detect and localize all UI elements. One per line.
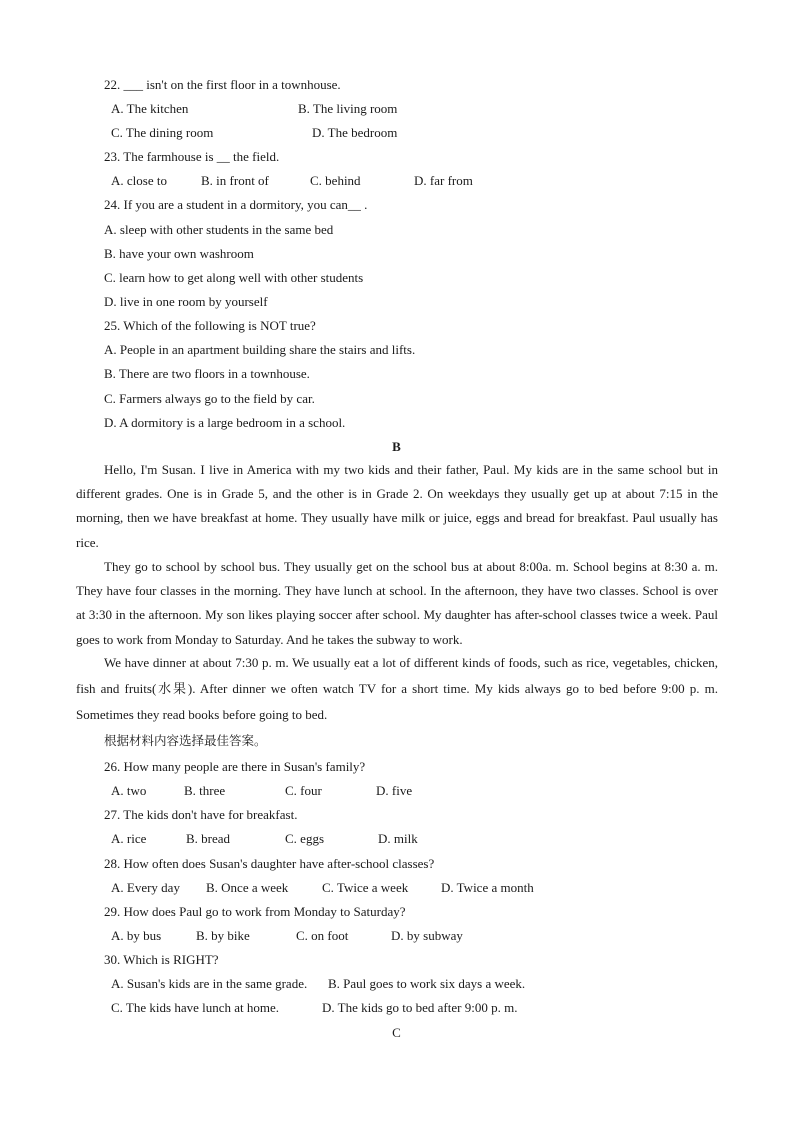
question-24-option-d: D. live in one room by yourself xyxy=(104,294,268,309)
passage-paragraph-3: We have dinner at about 7:30 p. m. We usually eat a lot of different kinds of foods, such as rice, vegetables, chicken, fish and fruits(水果). After dinner we often watch TV for a short time. My kids always go to bed before 9:00 p. m. Sometimes they read books before going to bed. xyxy=(76,655,718,722)
question-22-stem: 22. ___ isn't on the first floor in a townhouse. xyxy=(104,77,341,92)
question-24-stem: 24. If you are a student in a dormitory, you can__ . xyxy=(104,197,368,212)
question-26-stem: 26. How many people are there in Susan's family? xyxy=(104,759,366,774)
question-29-option-c: C. on foot xyxy=(296,928,349,943)
question-25-stem: 25. Which of the following is NOT true? xyxy=(104,318,316,333)
question-25-option-a: A. People in an apartment building share the stairs and lifts. xyxy=(104,342,416,357)
question-23-option-a: A. close to xyxy=(111,173,167,188)
question-22-option-c: C. The dining room xyxy=(111,125,214,140)
question-27-option-b: B. bread xyxy=(186,831,231,846)
question-25-option-d: D. A dormitory is a large bedroom in a school. xyxy=(104,415,346,430)
passage-paragraph-1: Hello, I'm Susan. I live in America with my two kids and their father, Paul. My kids are in the same school but in different grades. One is in Grade 5, and the other is in Grade 2. On weekdays they usually get up at about 7:15 in the morning, then we have breakfast at home. They usually have milk or juice, eggs and bread for breakfast. Paul usually has rice. xyxy=(76,462,718,550)
question-30-option-b: B. Paul goes to work six days a week. xyxy=(328,976,526,991)
question-26-option-b: B. three xyxy=(184,783,226,798)
question-27-stem: 27. The kids don't have for breakfast. xyxy=(104,807,298,822)
question-23-option-d: D. far from xyxy=(414,173,473,188)
instruction-text: 根据材料内容选择最佳答案。 xyxy=(104,733,267,748)
question-27-option-c: C. eggs xyxy=(285,831,324,846)
question-28-option-c: C. Twice a week xyxy=(322,880,409,895)
question-30-option-a: A. Susan's kids are in the same grade. xyxy=(111,976,308,991)
question-23-stem: 23. The farmhouse is __ the field. xyxy=(104,149,280,164)
question-26-option-d: D. five xyxy=(376,783,413,798)
question-23-option-b: B. in front of xyxy=(201,173,269,188)
question-25-option-b: B. There are two floors in a townhouse. xyxy=(104,366,310,381)
question-29-option-d: D. by subway xyxy=(391,928,463,943)
section-c-heading: C xyxy=(392,1025,401,1040)
passage-paragraph-2: They go to school by school bus. They usually get on the school bus at about 8:00a. m. School begins at 8:30 a. m. They have four classes in the morning. They have lunch at school. In the afternoon, they have two classes. School is over at 3:30 in the afternoon. My son likes playing soccer after school. My daughter has after-school classes twice a week. Paul goes to work from Monday to Saturday. And he takes the subway to work. xyxy=(76,559,718,647)
question-27-option-a: A. rice xyxy=(111,831,147,846)
question-27-option-d: D. milk xyxy=(378,831,418,846)
question-28-stem: 28. How often does Susan's daughter have after-school classes? xyxy=(104,856,435,871)
question-23-option-c: C. behind xyxy=(310,173,361,188)
question-28-option-a: A. Every day xyxy=(111,880,180,895)
question-24-option-b: B. have your own washroom xyxy=(104,246,254,261)
question-22-option-a: A. The kitchen xyxy=(111,101,189,116)
question-28-option-b: B. Once a week xyxy=(206,880,289,895)
question-22-option-b: B. The living room xyxy=(298,101,398,116)
question-29-option-a: A. by bus xyxy=(111,928,162,943)
question-28-option-d: D. Twice a month xyxy=(441,880,534,895)
question-24-option-a: A. sleep with other students in the same bed xyxy=(104,222,334,237)
question-26-option-c: C. four xyxy=(285,783,322,798)
question-29-stem: 29. How does Paul go to work from Monday to Saturday? xyxy=(104,904,406,919)
section-b-heading: B xyxy=(392,439,401,454)
question-30-stem: 30. Which is RIGHT? xyxy=(104,952,219,967)
question-30-option-c: C. The kids have lunch at home. xyxy=(111,1000,280,1015)
question-30-option-d: D. The kids go to bed after 9:00 p. m. xyxy=(322,1000,518,1015)
question-26-option-a: A. two xyxy=(111,783,147,798)
question-24-option-c: C. learn how to get along well with other students xyxy=(104,270,364,285)
question-25-option-c: C. Farmers always go to the field by car. xyxy=(104,391,315,406)
question-29-option-b: B. by bike xyxy=(196,928,250,943)
question-22-option-d: D. The bedroom xyxy=(312,125,398,140)
